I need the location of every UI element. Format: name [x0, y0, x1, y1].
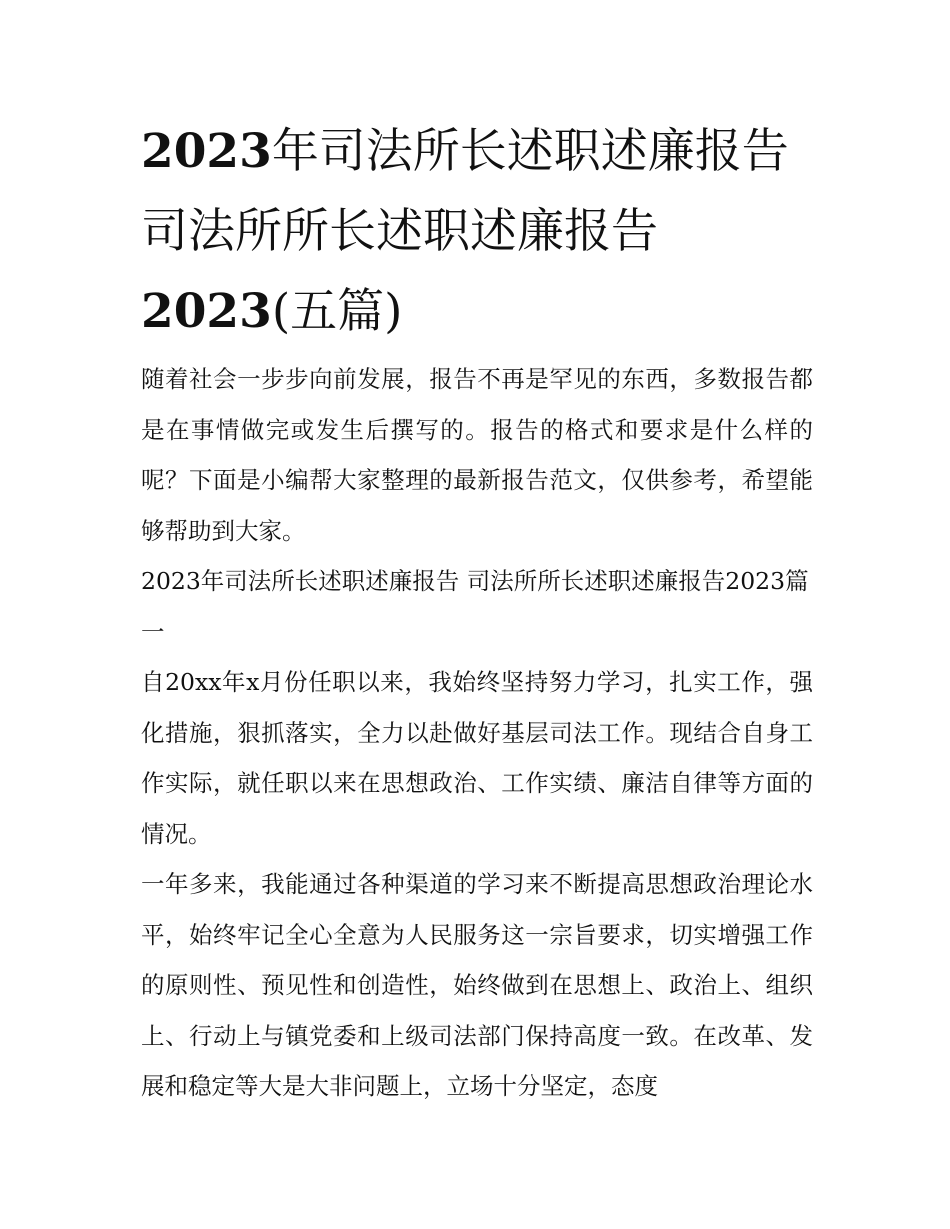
title-line-2: 司法所所长述职述廉报告	[141, 204, 658, 259]
section-heading: 2023年司法所长述职述廉报告 司法所所长述职述廉报告2023篇一	[141, 567, 809, 646]
body-paragraph-2: 一年多来，我能通过各种渠道的学习来不断提高思想政治理论水平，始终牢记全心全意为人民服务这一宗旨要求，切实增强工作的原则性、预见性和创造性，始终做到在思想上、政治上、组织上、行动上与镇党委和上级司法部门保持高度一致。在改革、发展和稳定等大是大非问题上，立场十分坚定，态度	[141, 870, 813, 1100]
title-line-1	[141, 112, 813, 192]
title-text-3: (五篇)	[271, 284, 403, 339]
title-text-1: 年司法所长述职述廉报告	[271, 124, 789, 179]
intro-paragraph: 随着社会一步步向前发展，报告不再是罕见的东西，多数报告都是在事情做完或发生后撰写的。报告的格式和要求是什么样的呢？下面是小编帮大家整理的最新报告范文，仅供参考，希望能够帮助到大家。	[141, 365, 813, 545]
body-paragraph-1: 自20xx年x月份任职以来，我始终坚持努力学习，扎实工作，强化措施，狠抓落实，全力以赴做好基层司法工作。现结合自身工作实际，就任职以来在思想政治、工作实绩、廉洁自律等方面的情况。	[141, 668, 813, 848]
document-body	[141, 354, 813, 1112]
title-year-2: 2023	[141, 284, 272, 339]
title-year-1: 2023	[141, 124, 272, 179]
title-line-3	[141, 272, 813, 352]
document-page	[141, 112, 813, 1112]
document-title	[141, 112, 813, 352]
